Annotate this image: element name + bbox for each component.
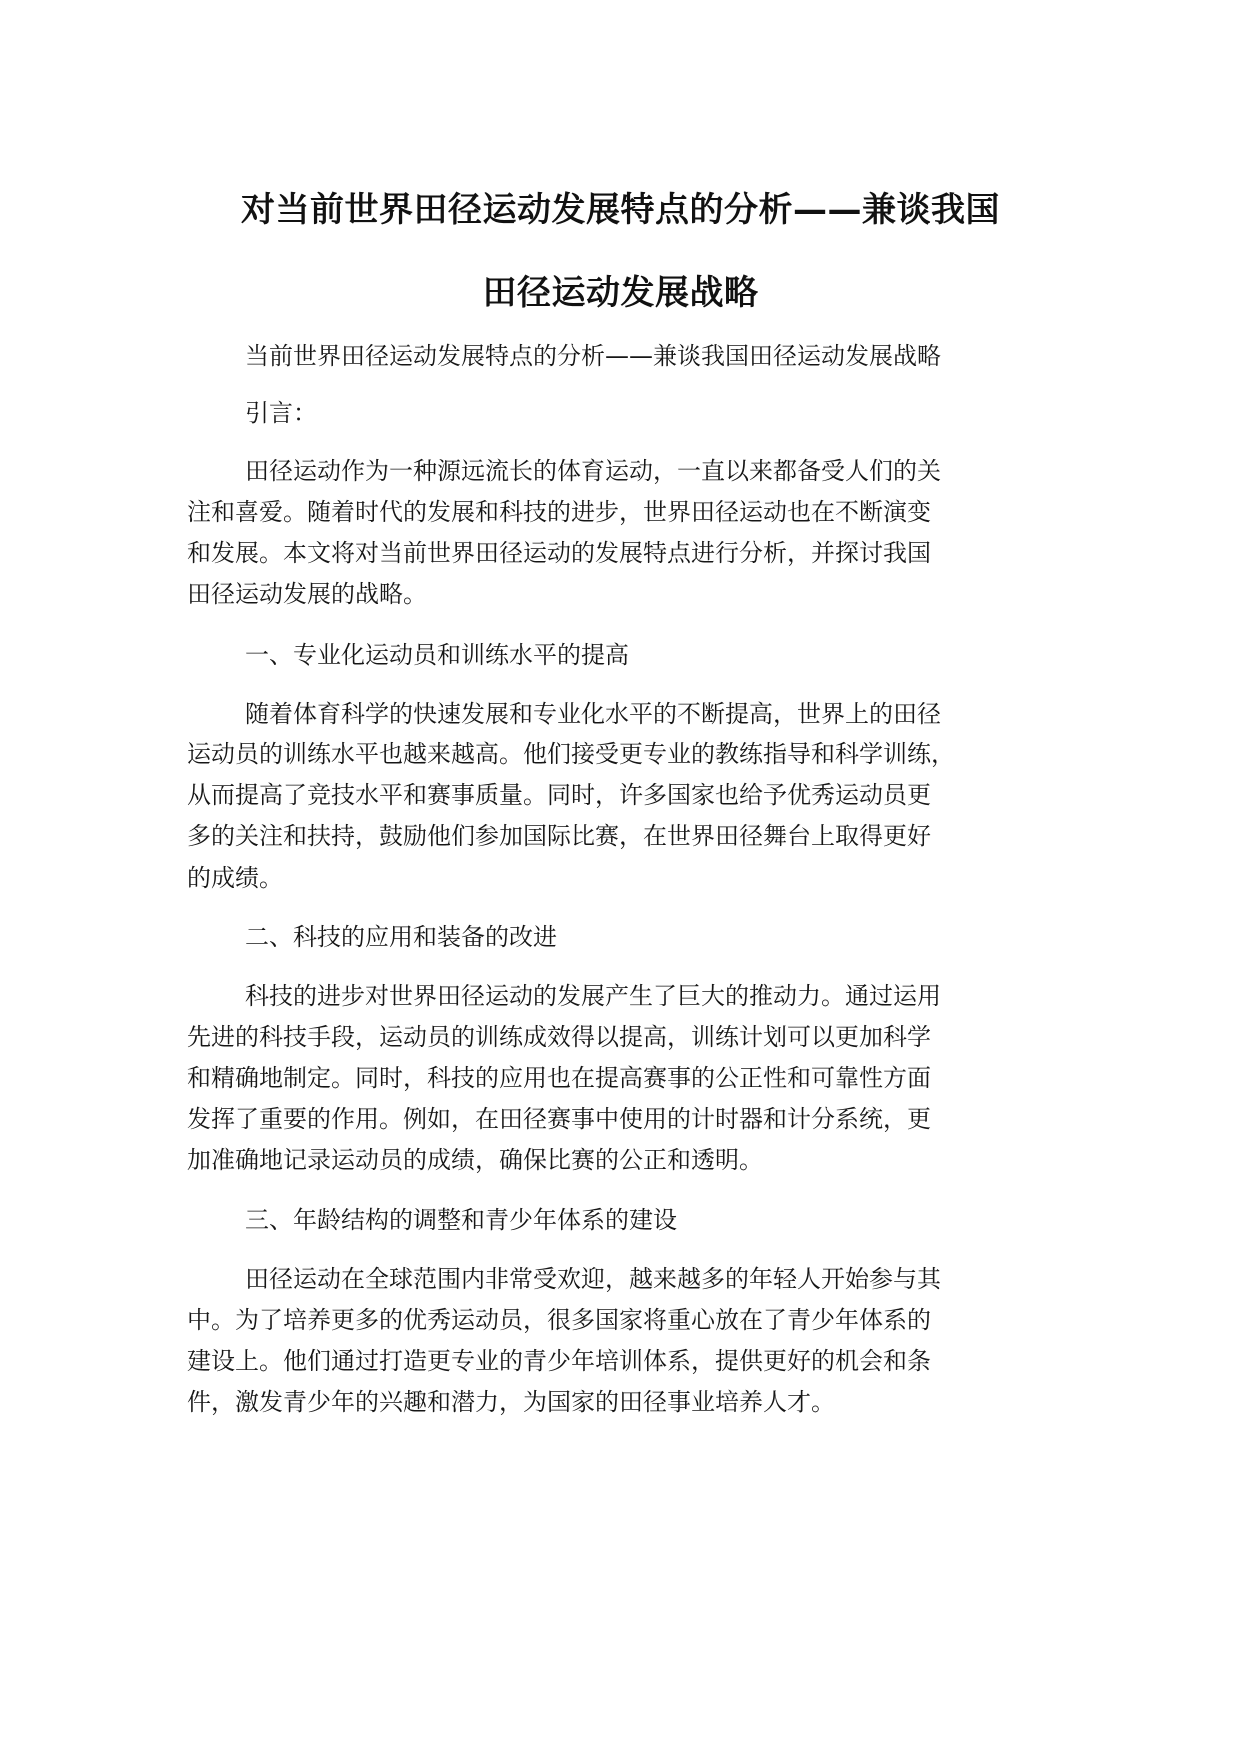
section-3-line: 件，激发青少年的兴趣和潜力，为国家的田径事业培养人才。 [187, 1388, 835, 1416]
section-1-heading: 一、专业化运动员和训练水平的提高 [245, 641, 629, 669]
document-title-line-1: 对当前世界田径运动发展特点的分析——兼谈我国 [241, 190, 1000, 230]
section-2-line: 先进的科技手段，运动员的训练成效得以提高，训练计划可以更加科学 [187, 1023, 931, 1051]
section-3-line: 田径运动在全球范围内非常受欢迎，越来越多的年轻人开始参与其 [245, 1265, 941, 1293]
intro-line: 和发展。本文将对当前世界田径运动的发展特点进行分析，并探讨我国 [187, 539, 931, 567]
subtitle: 当前世界田径运动发展特点的分析——兼谈我国田径运动发展战略 [245, 342, 941, 370]
section-2-heading: 二、科技的应用和装备的改进 [245, 923, 557, 951]
section-2-line: 加准确地记录运动员的成绩，确保比赛的公正和透明。 [187, 1146, 763, 1174]
section-1-line: 的成绩。 [187, 864, 283, 892]
section-2-line: 科技的进步对世界田径运动的发展产生了巨大的推动力。通过运用 [245, 982, 941, 1010]
intro-line: 注和喜爱。随着时代的发展和科技的进步，世界田径运动也在不断演变 [187, 498, 931, 526]
section-3-line: 建设上。他们通过打造更专业的青少年培训体系，提供更好的机会和条 [187, 1347, 931, 1375]
section-1-line: 多的关注和扶持，鼓励他们参加国际比赛，在世界田径舞台上取得更好 [187, 822, 931, 850]
intro-heading: 引言： [245, 399, 317, 427]
section-2-line: 和精确地制定。同时，科技的应用也在提高赛事的公正性和可靠性方面 [187, 1064, 931, 1092]
section-2-line: 发挥了重要的作用。例如，在田径赛事中使用的计时器和计分系统，更 [187, 1105, 931, 1133]
section-1-line: 从而提高了竞技水平和赛事质量。同时，许多国家也给予优秀运动员更 [187, 781, 931, 809]
intro-line: 田径运动作为一种源远流长的体育运动，一直以来都备受人们的关 [245, 457, 941, 485]
section-3-heading: 三、年龄结构的调整和青少年体系的建设 [245, 1206, 677, 1234]
document-title-line-2: 田径运动发展战略 [482, 273, 759, 313]
section-1-line: 运动员的训练水平也越来越高。他们接受更专业的教练指导和科学训练， [187, 740, 955, 768]
section-1-line: 随着体育科学的快速发展和专业化水平的不断提高，世界上的田径 [245, 700, 941, 728]
intro-line: 田径运动发展的战略。 [187, 580, 427, 608]
section-3-line: 中。为了培养更多的优秀运动员，很多国家将重心放在了青少年体系的 [187, 1306, 931, 1334]
